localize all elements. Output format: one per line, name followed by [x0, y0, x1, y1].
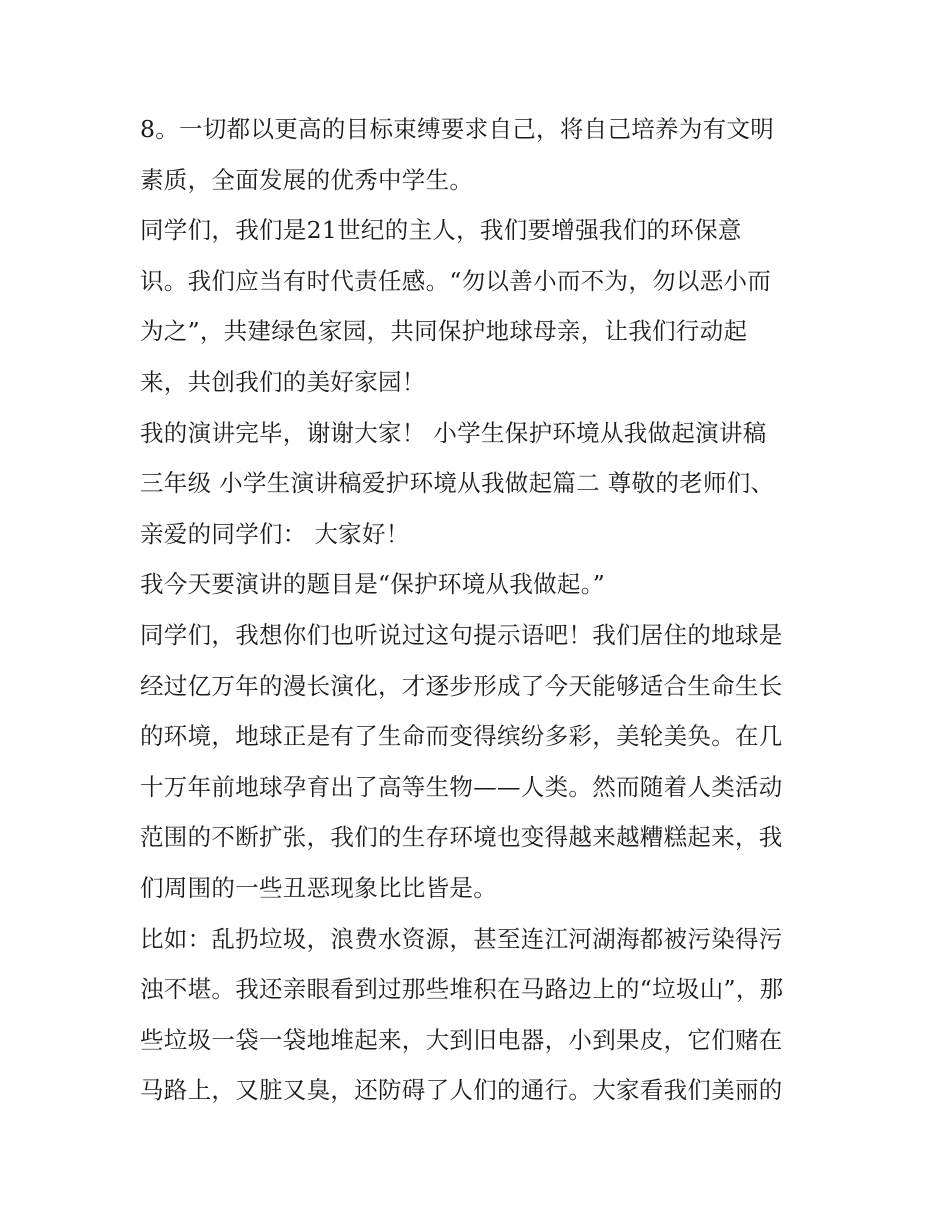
- text-line: 十万年前地球孕育出了高等生物——人类。然而随着人类活动: [140, 772, 783, 801]
- text-line: 马路上，又脏又臭，还防碍了人们的通行。大家看我们美丽的: [140, 1076, 783, 1105]
- paragraph-speech-end: [140, 408, 820, 560]
- text-line: 为之”，共建绿色家园，共同保护地球母亲，让我们行动起: [140, 317, 748, 346]
- text-line: 我今天要演讲的题目是“保护环境从我做起。”: [140, 570, 606, 599]
- text-line: 些垃圾一袋一袋地堆起来，大到旧电器，小到果皮，它们赌在: [140, 1025, 783, 1054]
- paragraph-goal: [140, 104, 820, 205]
- text-line: 来，共创我们的美好家园！: [140, 367, 426, 396]
- text-line: 的环境，地球正是有了生命而变得缤纷多彩，美轮美奂。在几: [140, 722, 783, 751]
- text-line: 们周围的一些丑恶现象比比皆是。: [140, 873, 497, 902]
- text-line: 范围的不断扩张，我们的生存环境也变得越来越糟糕起来，我: [140, 823, 783, 852]
- text-line: 比如：乱扔垃圾，浪费水资源，甚至连江河湖海都被污染得污: [140, 924, 783, 953]
- text-line: 识。我们应当有时代责任感。“勿以善小而不为，勿以恶小而: [140, 266, 772, 295]
- text-line: 浊不堪。我还亲眼看到过那些堆积在马路边上的“垃圾山”，那: [140, 975, 784, 1004]
- paragraph-environment-call: [140, 205, 820, 407]
- paragraph-pollution-examples: [140, 914, 820, 1116]
- document-body: [140, 104, 820, 1116]
- text-line: 同学们，我想你们也听说过这句提示语吧！我们居住的地球是: [140, 620, 783, 649]
- paragraph-speech-topic: [140, 559, 820, 610]
- text-line: 经过亿万年的漫长演化，才逐步形成了今天能够适合生命生长: [140, 671, 783, 700]
- text-line: 三年级 小学生演讲稿爱护环境从我做起篇二 尊敬的老师们、: [140, 469, 775, 498]
- text-line: 同学们，我们是21世纪的主人，我们要增强我们的环保意: [140, 216, 742, 245]
- text-line: 我的演讲完毕，谢谢大家！ 小学生保护环境从我做起演讲稿: [140, 418, 767, 447]
- text-line: 亲爱的同学们： 大家好！: [140, 519, 410, 548]
- text-line: 8。一切都以更高的目标束缚要求自己，将自己培养为有文明: [140, 115, 775, 143]
- text-line: 素质，全面发展的优秀中学生。: [140, 165, 474, 194]
- paragraph-earth-history: [140, 610, 820, 914]
